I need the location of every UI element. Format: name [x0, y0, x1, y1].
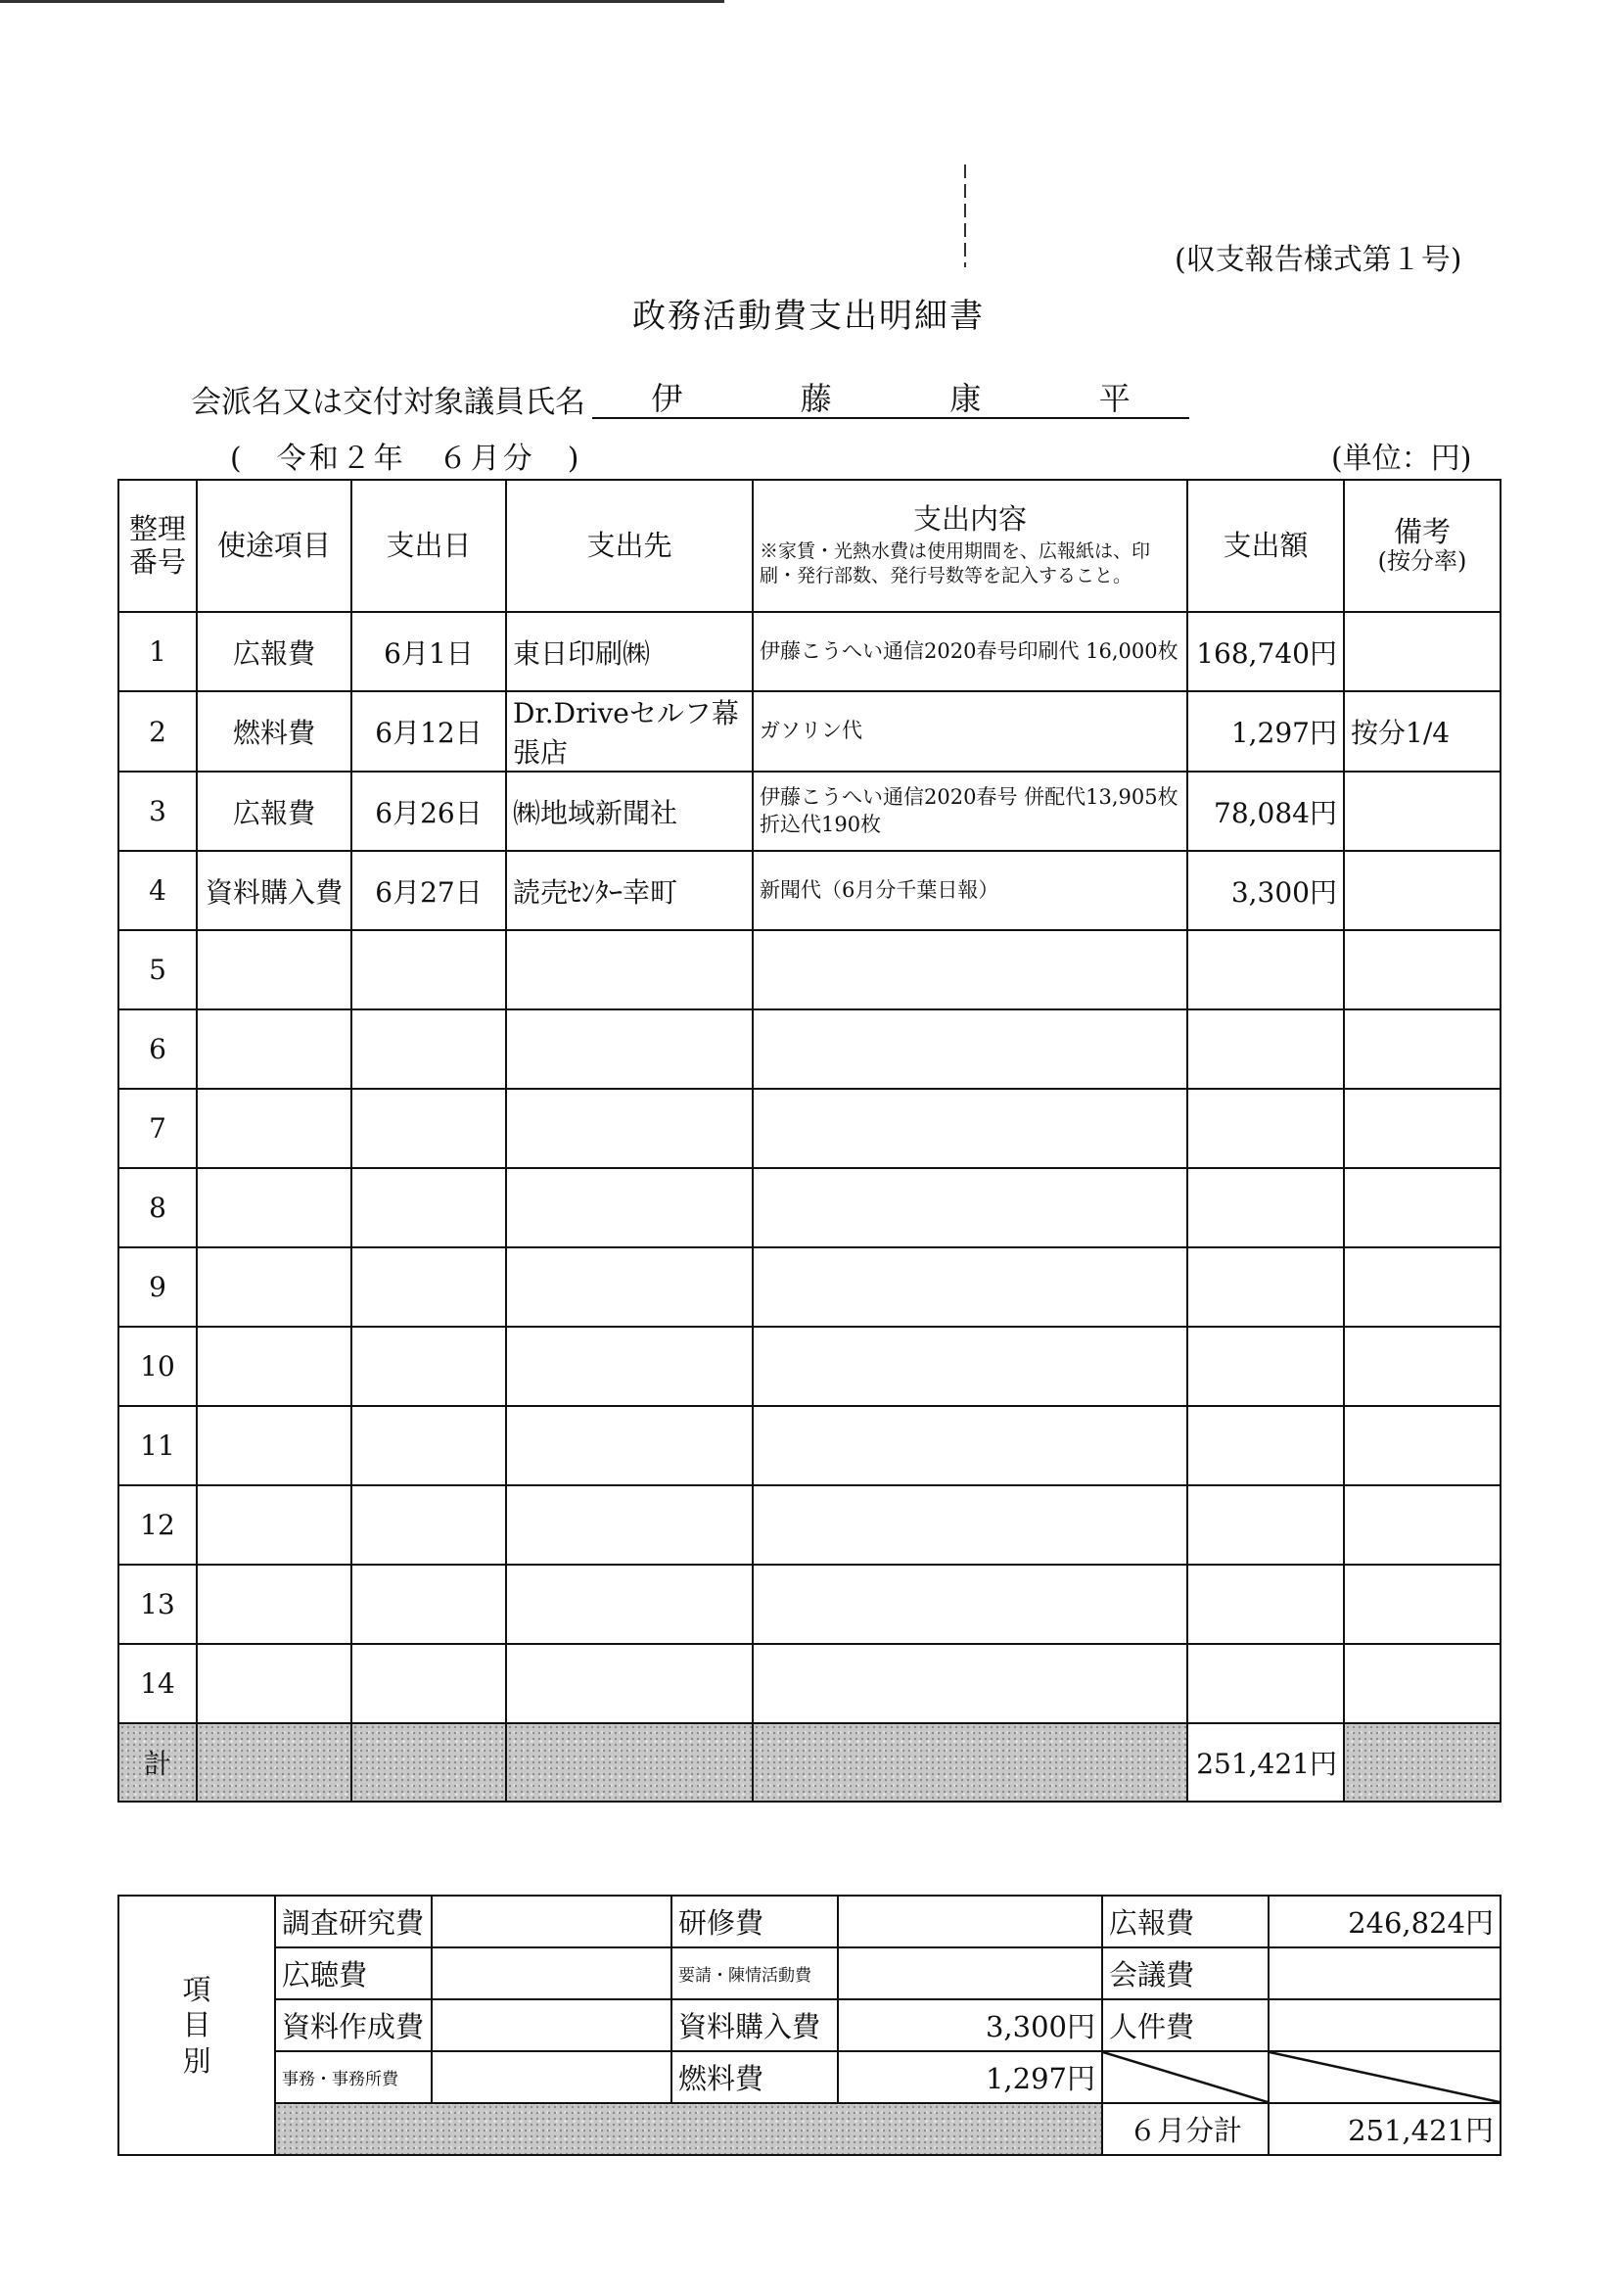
table-row	[118, 1327, 1501, 1406]
row-date: 6月12日	[351, 691, 506, 772]
row-amount	[1187, 1009, 1344, 1089]
summary-side-label	[118, 1896, 275, 2155]
header-remarks-title: 備考	[1393, 515, 1451, 549]
row-date	[351, 1644, 506, 1723]
header-content	[753, 480, 1187, 612]
table-row	[118, 691, 1501, 772]
table-row	[118, 1247, 1501, 1327]
row-content: ガソリン代	[753, 691, 1187, 772]
row-no: 6	[118, 1009, 197, 1089]
row-amount	[1187, 930, 1344, 1009]
row-remarks: 按分1/4	[1344, 691, 1501, 772]
summary-row	[118, 1947, 1501, 1999]
row-payee	[506, 1247, 753, 1327]
row-item	[197, 1247, 351, 1327]
row-payee: Dr.Driveセルフ幕張店	[506, 691, 753, 772]
row-content: 新聞代（6月分千葉日報）	[753, 851, 1187, 930]
row-item	[197, 1089, 351, 1168]
row-content	[753, 930, 1187, 1009]
header-no: 整理番号	[118, 480, 197, 612]
summary-side-label-text: 項目別	[182, 1973, 211, 2078]
row-no: 5	[118, 930, 197, 1009]
row-payee	[506, 1565, 753, 1644]
diagonal-empty-cell	[1269, 2051, 1501, 2103]
row-payee: 東日印刷㈱	[506, 612, 753, 691]
row-date: 6月1日	[351, 612, 506, 691]
row-date	[351, 930, 506, 1009]
row-content	[753, 1089, 1187, 1168]
row-date	[351, 1089, 506, 1168]
summary-label-training: 研修費	[671, 1896, 838, 1947]
table-row	[118, 772, 1501, 851]
table-row	[118, 1009, 1501, 1089]
summary-label-research: 調査研究費	[275, 1896, 432, 1947]
summary-label-publicity: 広報費	[1102, 1896, 1269, 1947]
report-period: ( 令和２年 ６月分 )	[230, 442, 582, 476]
row-remarks	[1344, 772, 1501, 851]
row-content	[753, 1247, 1187, 1327]
row-remarks	[1344, 1644, 1501, 1723]
summary-label-office: 事務・事務所費	[275, 2051, 432, 2103]
row-payee: 読売ｾﾝﾀｰ幸町	[506, 851, 753, 930]
row-amount	[1187, 1485, 1344, 1565]
row-remarks	[1344, 1247, 1501, 1327]
header-item: 使途項目	[197, 480, 351, 612]
scan-edge-line	[0, 0, 724, 3]
row-payee	[506, 1406, 753, 1485]
row-remarks	[1344, 1485, 1501, 1565]
shaded-cell	[1344, 1723, 1501, 1802]
summary-row	[118, 2051, 1501, 2103]
row-item: 資料購入費	[197, 851, 351, 930]
shaded-cell	[275, 2103, 1102, 2155]
row-date	[351, 1247, 506, 1327]
row-payee: ㈱地域新聞社	[506, 772, 753, 851]
expense-table	[117, 479, 1502, 1803]
table-row	[118, 1406, 1501, 1485]
row-date: 6月27日	[351, 851, 506, 930]
summary-value-materials-prep	[432, 1999, 671, 2051]
summary-label-petition: 要請・陳情活動費	[671, 1947, 838, 1999]
row-no: 2	[118, 691, 197, 772]
row-remarks	[1344, 1089, 1501, 1168]
summary-label-materials-purchase: 資料購入費	[671, 1999, 838, 2051]
row-amount	[1187, 1168, 1344, 1247]
shaded-cell	[753, 1723, 1187, 1802]
table-row	[118, 1644, 1501, 1723]
row-date	[351, 1327, 506, 1406]
row-payee	[506, 1168, 753, 1247]
row-payee	[506, 1644, 753, 1723]
member-name-char: 藤	[800, 380, 832, 417]
table-row	[118, 1565, 1501, 1644]
table-row	[118, 1089, 1501, 1168]
summary-value-office	[432, 2051, 671, 2103]
row-content: 伊藤こうへい通信2020春号印刷代 16,000枚	[753, 612, 1187, 691]
summary-label-meeting: 会議費	[1102, 1947, 1269, 1999]
row-date	[351, 1565, 506, 1644]
row-no: 8	[118, 1168, 197, 1247]
total-row	[118, 1723, 1501, 1802]
summary-label-fuel: 燃料費	[671, 2051, 838, 2103]
row-item: 広報費	[197, 612, 351, 691]
row-remarks	[1344, 1168, 1501, 1247]
row-no: 3	[118, 772, 197, 851]
row-item	[197, 930, 351, 1009]
row-item	[197, 1565, 351, 1644]
member-label: 会派名又は交付対象議員氏名	[191, 385, 585, 420]
header-remarks	[1344, 480, 1501, 612]
shaded-cell	[197, 1723, 351, 1802]
row-remarks	[1344, 1009, 1501, 1089]
summary-value-publicity: 246,824円	[1269, 1896, 1501, 1947]
total-label: 計	[118, 1723, 197, 1802]
total-amount: 251,421円	[1187, 1723, 1344, 1802]
summary-row	[118, 1896, 1501, 1947]
summary-total-row	[118, 2103, 1501, 2155]
row-content	[753, 1168, 1187, 1247]
row-item: 燃料費	[197, 691, 351, 772]
header-date: 支出日	[351, 480, 506, 612]
month-total-label: ６月分計	[1102, 2103, 1269, 2155]
row-item	[197, 1406, 351, 1485]
row-content	[753, 1485, 1187, 1565]
header-content-note: ※家賃・光熱水費は使用期間を、広報紙は、印刷・発行部数、発行号数等を記入すること。	[760, 540, 1151, 587]
row-amount	[1187, 1247, 1344, 1327]
row-no: 4	[118, 851, 197, 930]
row-no: 14	[118, 1644, 197, 1723]
row-payee	[506, 1089, 753, 1168]
summary-label-hearing: 広聴費	[275, 1947, 432, 1999]
table-row	[118, 1168, 1501, 1247]
row-remarks	[1344, 1406, 1501, 1485]
row-no: 1	[118, 612, 197, 691]
row-item	[197, 1168, 351, 1247]
row-no: 11	[118, 1406, 197, 1485]
row-content: 伊藤こうへい通信2020春号 併配代13,905枚 折込代190枚	[753, 772, 1187, 851]
summary-row	[118, 1999, 1501, 2051]
summary-label-personnel: 人件費	[1102, 1999, 1269, 2051]
summary-value-petition	[838, 1947, 1102, 1999]
form-code: (収支報告様式第１号)	[1175, 243, 1462, 277]
summary-value-meeting	[1269, 1947, 1501, 1999]
row-payee	[506, 1485, 753, 1565]
table-row	[118, 1485, 1501, 1565]
row-amount: 1,297円	[1187, 691, 1344, 772]
header-amount: 支出額	[1187, 480, 1344, 612]
row-amount	[1187, 1644, 1344, 1723]
summary-value-research	[432, 1896, 671, 1947]
table-row	[118, 851, 1501, 930]
row-remarks	[1344, 612, 1501, 691]
row-content	[753, 1406, 1187, 1485]
row-remarks	[1344, 851, 1501, 930]
summary-label-materials-prep: 資料作成費	[275, 1999, 432, 2051]
row-content	[753, 1565, 1187, 1644]
row-content	[753, 1644, 1187, 1723]
row-amount	[1187, 1327, 1344, 1406]
row-no: 9	[118, 1247, 197, 1327]
row-item	[197, 1327, 351, 1406]
header-payee: 支出先	[506, 480, 753, 612]
row-amount: 3,300円	[1187, 851, 1344, 930]
month-total-value: 251,421円	[1269, 2103, 1501, 2155]
category-summary-table	[117, 1895, 1502, 2156]
row-amount	[1187, 1406, 1344, 1485]
row-payee	[506, 930, 753, 1009]
row-amount: 78,084円	[1187, 772, 1344, 851]
row-item: 広報費	[197, 772, 351, 851]
row-no: 7	[118, 1089, 197, 1168]
row-no: 12	[118, 1485, 197, 1565]
summary-value-personnel	[1269, 1999, 1501, 2051]
row-item	[197, 1644, 351, 1723]
row-amount: 168,740円	[1187, 612, 1344, 691]
row-date	[351, 1009, 506, 1089]
header-content-title: 支出内容	[912, 502, 1027, 537]
row-item	[197, 1485, 351, 1565]
document-title: 政務活動費支出明細書	[632, 297, 985, 336]
summary-value-hearing	[432, 1947, 671, 1999]
member-name	[592, 374, 1189, 419]
row-remarks	[1344, 930, 1501, 1009]
table-row	[118, 612, 1501, 691]
member-name-char: 伊	[651, 380, 683, 417]
member-name-char: 康	[949, 380, 982, 417]
header-remarks-sub: (按分率)	[1377, 547, 1467, 576]
row-amount	[1187, 1089, 1344, 1168]
summary-value-training	[838, 1896, 1102, 1947]
row-content	[753, 1009, 1187, 1089]
row-date	[351, 1485, 506, 1565]
row-date: 6月26日	[351, 772, 506, 851]
row-payee	[506, 1327, 753, 1406]
row-no: 13	[118, 1565, 197, 1644]
fold-mark	[964, 164, 966, 267]
table-header-row	[118, 480, 1501, 612]
row-content	[753, 1327, 1187, 1406]
member-name-char: 平	[1098, 380, 1131, 417]
row-date	[351, 1406, 506, 1485]
shaded-cell	[351, 1723, 506, 1802]
table-row	[118, 930, 1501, 1009]
diagonal-empty-cell	[1102, 2051, 1269, 2103]
shaded-cell	[506, 1723, 753, 1802]
row-amount	[1187, 1565, 1344, 1644]
row-payee	[506, 1009, 753, 1089]
summary-value-materials-purchase: 3,300円	[838, 1999, 1102, 2051]
row-date	[351, 1168, 506, 1247]
row-remarks	[1344, 1565, 1501, 1644]
row-no: 10	[118, 1327, 197, 1406]
unit-label: (単位：円)	[1331, 442, 1472, 476]
summary-value-fuel: 1,297円	[838, 2051, 1102, 2103]
row-item	[197, 1009, 351, 1089]
row-remarks	[1344, 1327, 1501, 1406]
